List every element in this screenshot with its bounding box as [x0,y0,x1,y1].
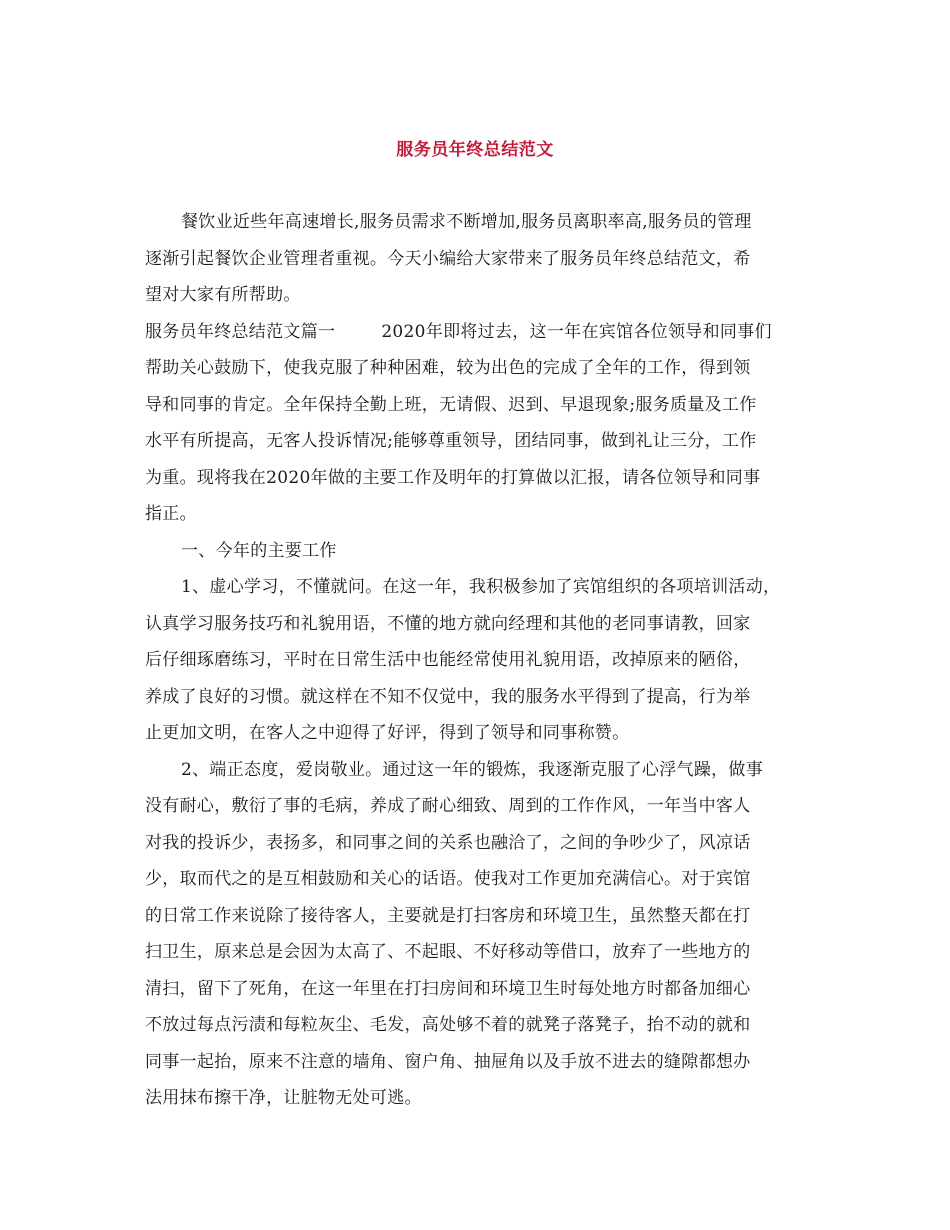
paragraph-line: 不放过每点污渍和每粒灰尘、毛发，高处够不着的就凳子落凳子，抬不动的就和 [145,1015,751,1035]
paragraph-line: 1、虚心学习，不懂就问。在这一年，我积极参加了宾馆组织的各项培训活动， [181,577,781,597]
paragraph-line: 没有耐心，敷衍了事的毛病，养成了耐心细致、周到的工作作风，一年当中客人 [145,796,751,816]
paragraph-line: 扫卫生，原来总是会因为太高了、不起眼、不好移动等借口，放弃了一些地方的 [145,942,751,962]
paragraph-line: 对我的投诉少，表扬多，和同事之间的关系也融洽了，之间的争吵少了，风凉话 [145,832,751,853]
paragraph-line: 同事一起抬，原来不注意的墙角、窗户角、抽屉角以及手放不进去的缝隙都想办 [145,1051,751,1072]
paragraph-line: 养成了良好的习惯。就这样在不知不仅觉中，我的服务水平得到了提高，行为举 [145,686,751,707]
paragraph-line: 餐饮业近些年高速增长,服务员需求不断增加,服务员离职率高,服务员的管理 [181,212,752,232]
paragraph-line: 止更加文明，在客人之中迎得了好评，得到了领导和同事称赞。 [145,723,630,743]
paragraph-line: 清扫，留下了死角，在这一年里在打扫房间和环境卫生时每处地方时都备加细心 [145,978,751,999]
paragraph-line: 望对大家有所帮助。 [145,285,301,305]
paragraph-line: 法用抹布擦干净，让脏物无处可逃。 [145,1088,422,1108]
subheading: 一、今年的主要工作 [181,540,337,561]
paragraph-text: 2020年即将过去，这一年在宾馆各位领导和同事们 [381,321,772,342]
paragraph-line: 认真学习服务技巧和礼貌用语，不懂的地方就向经理和其他的老同事请教，回家 [145,613,751,634]
paragraph-line: 后仔细琢磨练习，平时在日常生活中也能经常使用礼貌用语，改掉原来的陋俗， [145,650,751,670]
paragraph-line: 逐渐引起餐饮企业管理者重视。今天小编给大家带来了服务员年终总结范文，希 [145,248,751,269]
section-heading-line [145,314,815,351]
paragraph-line: 导和同事的肯定。全年保持全勤上班，无请假、迟到、早退现象;服务质量及工作 [145,394,757,415]
paragraph-line: 少，取而代之的是互相鼓励和关心的话语。使我对工作更加充满信心。对于宾馆 [145,869,751,889]
document-body [145,204,815,1117]
paragraph-line: 为重。现将我在2020年做的主要工作及明年的打算做以汇报，请各位领导和同事 [145,467,761,488]
paragraph-line: 的日常工作来说除了接待客人，主要就是打扫客房和环境卫生，虽然整天都在打 [145,905,751,926]
paragraph-line: 2、端正态度，爱岗敬业。通过这一年的锻炼，我逐渐克服了心浮气躁，做事 [181,759,764,780]
section-heading: 服务员年终总结范文篇一 [145,321,336,342]
paragraph-line: 水平有所提高，无客人投诉情况;能够尊重领导，团结同事，做到礼让三分，工作 [145,431,757,451]
paragraph-line: 帮助关心鼓励下，使我克服了种种困难，较为出色的完成了全年的工作，得到领 [145,358,751,378]
document-title: 服务员年终总结范文 [396,140,554,160]
paragraph-line: 指正。 [145,504,197,524]
